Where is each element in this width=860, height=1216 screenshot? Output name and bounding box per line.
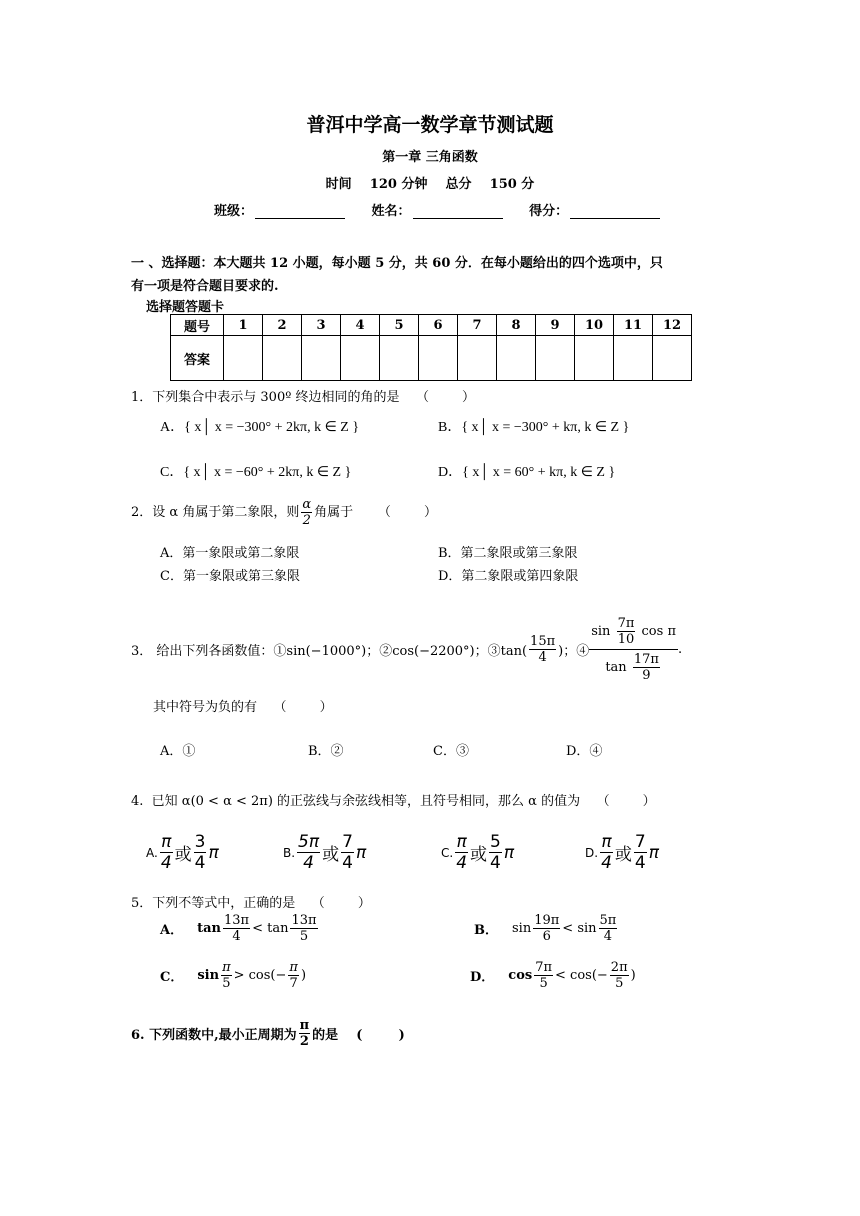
q2-option-d: D．第二象限或第四象限 bbox=[438, 569, 579, 584]
answer-cell[interactable] bbox=[341, 336, 380, 381]
q5-c-f2-den: 7 bbox=[289, 976, 298, 991]
q5-c-sin: sin bbox=[197, 968, 220, 983]
q6-frac-den: 2 bbox=[299, 1034, 309, 1049]
q5-b-frac2 bbox=[599, 913, 618, 944]
q5-b-label: B． bbox=[474, 923, 498, 938]
q2-stem-post: 角属于 （ ） bbox=[314, 505, 437, 520]
q3-big-fraction bbox=[589, 616, 678, 683]
q4-c-f1-num: π bbox=[456, 832, 467, 852]
q4-option-c bbox=[441, 832, 514, 873]
card-number: 9 bbox=[536, 315, 575, 336]
card-number: 8 bbox=[497, 315, 536, 336]
q5-c-f1-den: 5 bbox=[222, 976, 231, 991]
card-number: 12 bbox=[653, 315, 692, 336]
q5-d-f1-num: 7π bbox=[535, 960, 553, 975]
q4-a-label: A. bbox=[146, 845, 158, 860]
q3-stem bbox=[131, 606, 682, 692]
q5-a-label: A． bbox=[160, 923, 184, 938]
q3-mid: )；④ bbox=[558, 643, 590, 659]
card-number: 4 bbox=[341, 315, 380, 336]
q2-option-a: A．第一象限或第二象限 bbox=[160, 546, 300, 561]
answer-cell[interactable] bbox=[419, 336, 458, 381]
answer-cell[interactable] bbox=[380, 336, 419, 381]
q4-a-or: 或 bbox=[174, 845, 192, 865]
q4-b-or: 或 bbox=[322, 845, 340, 865]
answer-cell[interactable] bbox=[458, 336, 497, 381]
q4-a-frac1 bbox=[160, 832, 173, 873]
q4-c-frac2 bbox=[489, 832, 502, 873]
q4-a-f2-den: 4 bbox=[194, 853, 206, 873]
q5-stem: 5．下列不等式中，正确的是 （ ） bbox=[131, 896, 371, 911]
answer-card-header-row bbox=[171, 315, 692, 336]
q4-option-b bbox=[283, 832, 366, 873]
q4-d-f1-num: π bbox=[601, 832, 612, 852]
q3-bot-frac bbox=[633, 652, 660, 683]
card-row2-label: 答案 bbox=[171, 336, 224, 381]
q4-b-f2-den: 4 bbox=[342, 853, 353, 873]
q4-c-or: 或 bbox=[470, 845, 488, 865]
q4-b-frac2 bbox=[341, 832, 354, 873]
q4-c-label: C. bbox=[441, 845, 454, 860]
q5-option-d bbox=[470, 960, 636, 991]
q2-fraction bbox=[301, 497, 312, 528]
q5-c-f1-num: π bbox=[222, 960, 231, 975]
q4-a-pi: π bbox=[208, 842, 219, 863]
q5-d-label: D． bbox=[470, 970, 495, 985]
q5-a-frac1 bbox=[223, 913, 250, 944]
q2-stem bbox=[131, 497, 437, 528]
q5-a-tan: tan bbox=[197, 921, 221, 936]
q4-b-pi: π bbox=[355, 842, 367, 863]
q3-option-d: D．④ bbox=[566, 744, 603, 759]
name-blank bbox=[413, 204, 503, 219]
q5-c-label: C． bbox=[160, 970, 184, 985]
q4-c-f1-den: 4 bbox=[456, 853, 468, 873]
q4-b-label: B. bbox=[283, 845, 296, 860]
q4-d-f2-num: 7 bbox=[634, 832, 646, 852]
q5-d-f1-den: 5 bbox=[539, 976, 548, 991]
exam-title: 普洱中学高一数学章节测试题 bbox=[306, 114, 554, 136]
q5-a-f2-num: 13π bbox=[291, 913, 317, 928]
q3-top-frac bbox=[617, 616, 636, 647]
q3-frac-15pi-4 bbox=[529, 634, 556, 665]
q3-stem-pre: 3． 给出下列各函数值：①sin(−1000°)；②cos(−2200°)；③tan( bbox=[131, 643, 528, 659]
card-number: 10 bbox=[575, 315, 614, 336]
q4-a-f2-num: 3 bbox=[194, 832, 206, 852]
q5-a-mid: < tan bbox=[252, 921, 289, 936]
q4-stem: 4. 已知 α(0 < α < 2π) 的正弦线与余弦线相等，且符号相同，那么 α 的值为 （ ） bbox=[131, 794, 656, 809]
q5-c-end: ) bbox=[300, 968, 307, 983]
q5-d-cos: cos bbox=[508, 968, 533, 983]
q4-b-f2-num: 7 bbox=[342, 832, 353, 852]
q5-d-frac1 bbox=[534, 960, 553, 991]
q5-option-a bbox=[160, 913, 320, 944]
q5-a-f2-den: 5 bbox=[299, 929, 309, 944]
card-number: 6 bbox=[419, 315, 458, 336]
q2-option-b: B．第二象限或第三象限 bbox=[438, 546, 578, 561]
q4-a-f1-den: 4 bbox=[160, 853, 172, 873]
q4-b-f1-den: 4 bbox=[303, 853, 314, 873]
answer-cell[interactable] bbox=[497, 336, 536, 381]
q4-b-frac1 bbox=[297, 832, 320, 873]
q2-frac-den: 2 bbox=[302, 513, 311, 528]
q5-option-c bbox=[160, 960, 306, 991]
answer-card-answer-row bbox=[171, 336, 692, 381]
q5-b-f1-den: 6 bbox=[542, 929, 551, 944]
q6-stem-pre: 6. 下列函数中,最小正周期为 bbox=[131, 1028, 297, 1043]
q3-big-numerator bbox=[589, 616, 678, 650]
q5-c-f2-num: π bbox=[289, 960, 298, 975]
q4-d-or: 或 bbox=[614, 845, 632, 865]
q3-option-a: A．① bbox=[160, 744, 196, 759]
q5-d-frac2 bbox=[610, 960, 629, 991]
q5-d-f2-den: 5 bbox=[615, 976, 624, 991]
q2-stem-pre: 2．设 α 角属于第二象限，则 bbox=[131, 505, 300, 520]
q2-frac-num: α bbox=[302, 497, 312, 512]
card-number: 7 bbox=[458, 315, 497, 336]
card-row1-label: 题号 bbox=[171, 315, 224, 336]
q5-c-frac2 bbox=[288, 960, 299, 991]
q6-stem-post: 的是 ( ) bbox=[312, 1028, 405, 1043]
answer-cell[interactable] bbox=[536, 336, 575, 381]
card-number: 5 bbox=[380, 315, 419, 336]
q1-option-c: C．{ x│ x = −60° + 2kπ, k ∈ Z } bbox=[160, 465, 352, 480]
q5-c-mid: > cos(− bbox=[233, 968, 287, 983]
q4-option-a bbox=[146, 832, 219, 873]
section1-heading-line2: 有一项是符合题目要求的. bbox=[131, 279, 279, 294]
score-blank bbox=[570, 204, 660, 219]
name-label: 姓名： bbox=[371, 204, 411, 219]
card-number: 1 bbox=[224, 315, 263, 336]
answer-cell[interactable] bbox=[302, 336, 341, 381]
q4-c-f2-num: 5 bbox=[490, 832, 501, 852]
answer-cell[interactable] bbox=[224, 336, 263, 381]
section1-heading-line1: 一 、选择题：本大题共 12 小题，每小题 5 分，共 60 分．在每小题给出的四个选项中，只 bbox=[131, 256, 663, 271]
q5-a-f1-num: 13π bbox=[223, 913, 250, 928]
card-number: 3 bbox=[302, 315, 341, 336]
q1-option-b: B．{ x│ x = −300° + kπ, k ∈ Z } bbox=[438, 420, 630, 435]
card-number: 11 bbox=[614, 315, 653, 336]
q4-d-frac1 bbox=[600, 832, 613, 873]
answer-cell[interactable] bbox=[614, 336, 653, 381]
q4-d-f1-den: 4 bbox=[601, 853, 612, 873]
q1-option-d: D．{ x│ x = 60° + kπ, k ∈ Z } bbox=[438, 465, 616, 480]
q3-bot-frac-num: 17π bbox=[633, 651, 659, 667]
q4-d-pi: π bbox=[648, 842, 659, 863]
q5-c-frac1 bbox=[221, 960, 232, 991]
q5-b-frac1 bbox=[533, 913, 560, 944]
q4-c-pi: π bbox=[503, 842, 515, 863]
answer-cell[interactable] bbox=[263, 336, 302, 381]
q4-c-f2-den: 4 bbox=[490, 853, 501, 873]
q4-a-f1-num: π bbox=[161, 832, 172, 852]
q5-b-f1-num: 19π bbox=[534, 913, 560, 928]
q2-option-c: C．第一象限或第三象限 bbox=[160, 569, 300, 584]
q6-frac-num: π bbox=[299, 1018, 310, 1033]
q3-bot-tan: tan bbox=[605, 659, 627, 675]
q5-b-f2-den: 4 bbox=[603, 929, 613, 944]
answer-cell[interactable] bbox=[575, 336, 614, 381]
q1-option-a: A．{ x│ x = −300° + 2kπ, k ∈ Z } bbox=[160, 420, 360, 435]
q4-b-f1-num: 5π bbox=[298, 832, 320, 852]
q4-d-frac2 bbox=[634, 832, 647, 873]
q4-option-d bbox=[585, 832, 659, 873]
info-line bbox=[214, 200, 660, 219]
q5-option-b bbox=[474, 913, 619, 944]
card-number: 2 bbox=[263, 315, 302, 336]
answer-card-table bbox=[170, 314, 692, 381]
q3-top-frac-num: 7π bbox=[617, 615, 635, 631]
q3-sub: 其中符号为负的有 （ ） bbox=[153, 700, 333, 715]
q3-top-frac-den: 10 bbox=[617, 631, 635, 647]
q5-d-end: ) bbox=[630, 968, 636, 983]
class-blank bbox=[255, 204, 345, 219]
answer-cell[interactable] bbox=[653, 336, 692, 381]
q5-a-frac2 bbox=[290, 913, 317, 944]
q3-f1-den: 4 bbox=[538, 649, 547, 665]
q6-fraction bbox=[299, 1018, 311, 1049]
q3-end: . bbox=[678, 641, 683, 657]
time-info: 时间 120 分钟 总分 150 分 bbox=[325, 177, 535, 192]
q3-bot-frac-den: 9 bbox=[642, 667, 651, 683]
score-label: 得分： bbox=[529, 204, 569, 219]
q3-top-sin: sin bbox=[591, 623, 611, 639]
q1-stem: 1．下列集合中表示与 300º 终边相同的角的是 （ ） bbox=[131, 390, 476, 405]
q3-option-b: B．② bbox=[308, 744, 344, 759]
q3-top-cos: cos π bbox=[641, 623, 676, 639]
q3-big-denominator bbox=[589, 650, 678, 683]
q3-f1-num: 15π bbox=[530, 633, 556, 649]
q4-d-label: D. bbox=[585, 845, 599, 860]
q4-c-frac1 bbox=[455, 832, 468, 873]
q3-option-c: C．③ bbox=[433, 744, 469, 759]
q5-b-mid: < sin bbox=[562, 921, 597, 936]
class-label: 班级： bbox=[214, 204, 254, 219]
q5-d-f2-num: 2π bbox=[610, 960, 628, 975]
q5-a-f1-den: 4 bbox=[232, 929, 241, 944]
q5-b-f2-num: 5π bbox=[599, 913, 617, 928]
answer-card-title: 选择题答题卡 bbox=[146, 300, 225, 315]
q5-d-mid: < cos(− bbox=[555, 968, 608, 983]
q4-a-frac2 bbox=[194, 832, 207, 873]
q4-d-f2-den: 4 bbox=[634, 853, 646, 873]
q6-stem bbox=[131, 1018, 405, 1049]
q5-b-sin: sin bbox=[512, 921, 532, 936]
chapter-title: 第一章 三角函数 bbox=[382, 150, 478, 165]
